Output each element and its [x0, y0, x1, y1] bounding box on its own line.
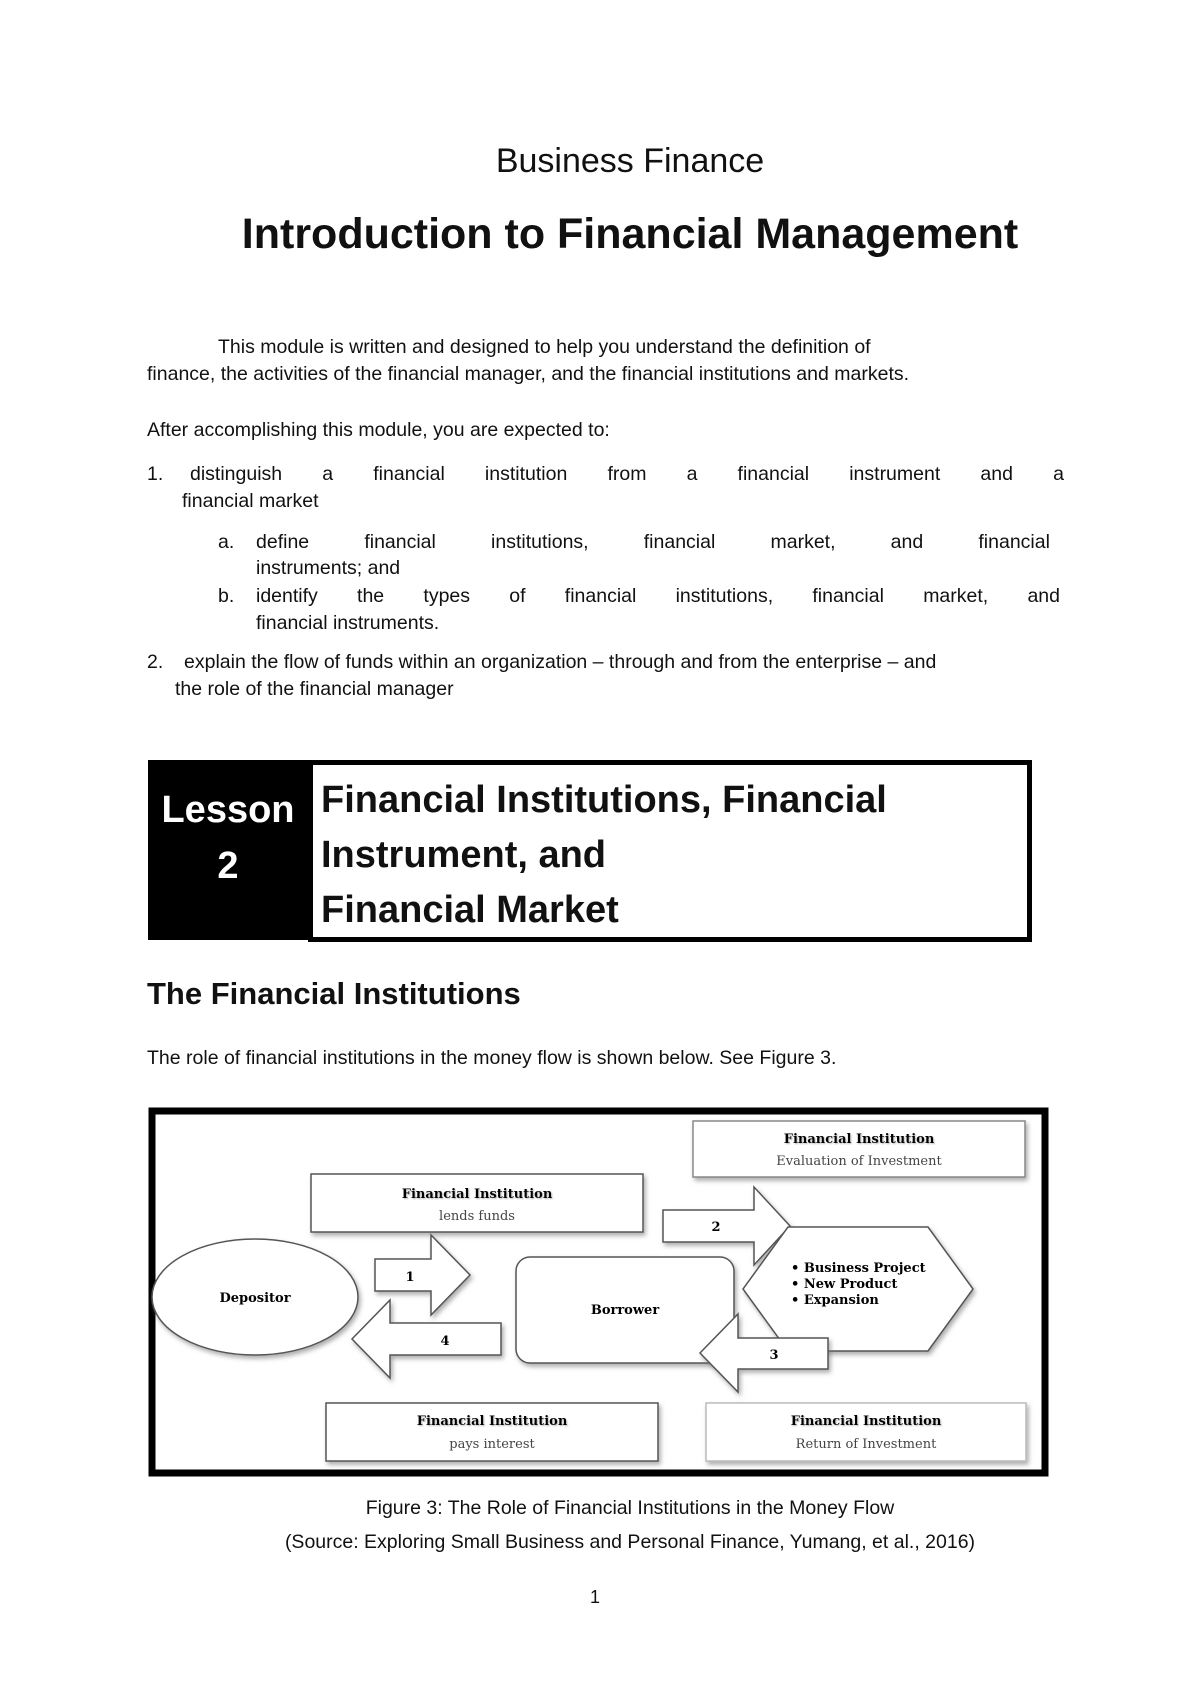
- objective-b-continuation: financial instruments.: [256, 612, 440, 634]
- word: from: [607, 463, 647, 485]
- word: a: [686, 463, 698, 485]
- lesson-label: Lesson: [161, 789, 295, 831]
- arrow-2-label: 2: [711, 1220, 721, 1235]
- word: market,: [923, 585, 989, 607]
- word: financial: [364, 531, 436, 553]
- word: a: [1053, 463, 1064, 485]
- word: types: [423, 585, 471, 607]
- lesson-title-line-3: Financial Market: [321, 889, 619, 931]
- word: the: [357, 585, 385, 607]
- box-pays-interest: [326, 1403, 658, 1461]
- box-evaluation-subtitle: Evaluation of Investment: [776, 1154, 942, 1169]
- word: of: [509, 585, 526, 607]
- objective-2-number: 2.: [147, 651, 164, 673]
- objective-2-line-1: explain the flow of funds within an organization – through and from the enterprise – and: [184, 651, 937, 673]
- word: institutions,: [675, 585, 774, 607]
- arrow-1-label: 1: [405, 1270, 415, 1285]
- objective-a-line: [256, 529, 1050, 556]
- intro-line-2: finance, the activities of the financial manager, and the financial institutions and markets.: [147, 363, 910, 385]
- objective-a-label: a.: [218, 531, 235, 553]
- word: distinguish: [190, 463, 283, 485]
- objective-1-number: 1.: [147, 463, 164, 485]
- borrower-label: Borrower: [590, 1303, 660, 1318]
- box-lends-title: Financial Institution: [401, 1187, 553, 1202]
- word: define: [256, 531, 310, 553]
- word: financial: [978, 531, 1050, 553]
- lesson-title-line-2: Instrument, and: [321, 834, 607, 876]
- objective-b-line: [256, 583, 1060, 610]
- box-return-subtitle: Return of Investment: [795, 1437, 937, 1452]
- word: financial: [564, 585, 637, 607]
- word: and: [890, 531, 924, 553]
- box-return-title: Financial Institution: [790, 1414, 942, 1429]
- word: financial: [643, 531, 716, 553]
- module-title: Introduction to Financial Management: [241, 210, 1019, 258]
- figure-intro: The role of financial institutions in the money flow is shown below. See Figure 3.: [147, 1047, 837, 1069]
- hexagon-bullet-3: • Expansion: [791, 1293, 879, 1308]
- lesson-banner: [148, 760, 1032, 942]
- objective-1-line: [190, 461, 1064, 488]
- intro-line-1: This module is written and designed to help you understand the definition of: [218, 336, 871, 358]
- lesson-number: 2: [217, 845, 239, 887]
- word: institution: [484, 463, 568, 485]
- page-number: 1: [589, 1587, 600, 1607]
- word: and: [1027, 585, 1060, 607]
- figure-caption: Figure 3: The Role of Financial Institutions in the Money Flow: [365, 1497, 895, 1519]
- word: identify: [256, 585, 318, 607]
- figure-source: (Source: Exploring Small Business and Personal Finance, Yumang, et al., 2016): [284, 1531, 976, 1553]
- box-lends-subtitle: lends funds: [439, 1209, 515, 1224]
- word: institutions,: [491, 531, 589, 553]
- objective-a-continuation: instruments; and: [256, 557, 401, 579]
- box-pays-subtitle: pays interest: [449, 1437, 535, 1452]
- depositor-label: Depositor: [219, 1291, 291, 1306]
- expectations-lead: After accomplishing this module, you are expected to:: [147, 419, 610, 441]
- arrow-4-label: 4: [440, 1334, 450, 1349]
- hexagon-bullet-2: • New Product: [791, 1277, 898, 1292]
- section-title: The Financial Institutions: [147, 976, 521, 1011]
- word: a: [322, 463, 334, 485]
- arrow-3-label: 3: [769, 1348, 779, 1363]
- word: financial: [812, 585, 884, 607]
- box-evaluation-title: Financial Institution: [783, 1132, 935, 1147]
- subject-heading: Business Finance: [495, 142, 765, 180]
- box-return-of-investment: [706, 1403, 1026, 1461]
- hexagon-bullet-1: • Business Project: [791, 1261, 926, 1276]
- word: financial: [373, 463, 445, 485]
- money-flow-diagram: [148, 1107, 1053, 1479]
- lesson-title-box: [308, 760, 1032, 942]
- objective-2-line-2: the role of the financial manager: [175, 678, 454, 700]
- lesson-tab: [148, 760, 308, 940]
- objective-1-continuation: financial market: [182, 490, 319, 512]
- box-pays-title: Financial Institution: [416, 1414, 568, 1429]
- word: market,: [770, 531, 836, 553]
- word: and: [980, 463, 1013, 485]
- lesson-title-line-1: Financial Institutions, Financial: [321, 779, 887, 821]
- objective-b-label: b.: [218, 585, 235, 607]
- word: instrument: [849, 463, 941, 485]
- word: financial: [737, 463, 810, 485]
